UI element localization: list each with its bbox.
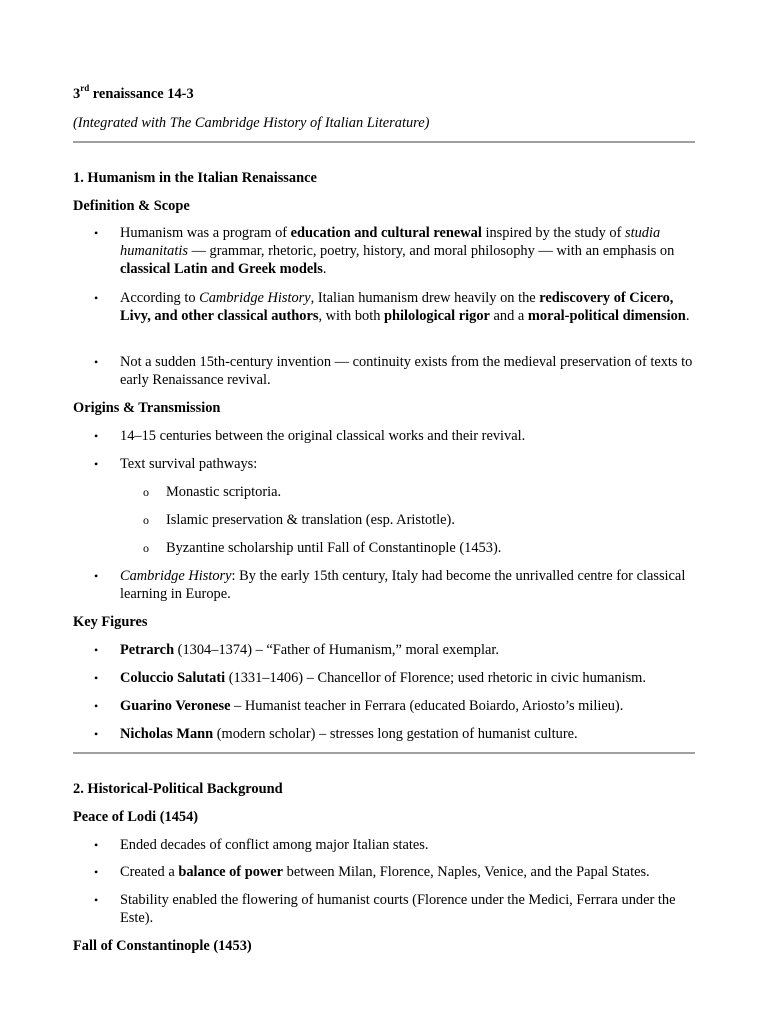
circle-bullet-icon: o — [143, 485, 149, 499]
bullet-icon: • — [94, 865, 99, 879]
list-item-text: 14–15 centuries between the original classical works and their revival. — [120, 428, 526, 444]
circle-bullet-icon: o — [143, 541, 149, 555]
list-item-text: Text survival pathways: — [120, 456, 258, 472]
bullet-icon: • — [94, 671, 99, 685]
section-divider — [73, 752, 695, 754]
list-item-text: Created a balance of power between Milan, Florence, Naples, Venice, and the Papal States. — [120, 864, 650, 880]
list-item-text: Ended decades of conflict among major Italian states. — [120, 837, 429, 853]
bullet-icon: • — [94, 727, 99, 741]
circle-bullet-icon: o — [143, 513, 149, 527]
bullet-icon: • — [94, 699, 99, 713]
bullet-icon: • — [94, 429, 99, 443]
doc-subtitle: (Integrated with The Cambridge History of Italian Literature) — [73, 115, 430, 131]
bullet-icon: • — [94, 291, 99, 305]
list-item-text: Cambridge History: By the early 15th century, Italy had become the unrivalled centre for classical learning in Europe. — [120, 568, 686, 602]
bullet-icon: • — [94, 838, 99, 852]
bullet-icon: • — [94, 893, 99, 907]
list-item-text: Not a sudden 15th-century invention — continuity exists from the medieval preservation of texts to early Renaissance revival. — [120, 354, 693, 388]
bullet-icon: • — [94, 226, 99, 240]
list-item-text: According to Cambridge History, Italian humanism drew heavily on the rediscovery of Cicero, Livy, and other classical authors, with both philological rigor and a moral-political dimension. — [120, 290, 690, 324]
bullet-icon: • — [94, 457, 99, 471]
section-heading: 2. Historical-Political Background — [73, 781, 283, 797]
bullet-icon: • — [94, 569, 99, 583]
subsection-heading: Origins & Transmission — [73, 400, 221, 416]
list-item-text: Islamic preservation & translation (esp. Aristotle). — [166, 512, 455, 528]
bullet-icon: • — [94, 643, 99, 657]
list-item-text: Stability enabled the flowering of humanist courts (Florence under the Medici, Ferrara under the Este). — [120, 892, 676, 926]
list-item-text: Coluccio Salutati (1331–1406) – Chancellor of Florence; used rhetoric in civic humanism. — [120, 670, 646, 686]
subsection-heading: Peace of Lodi (1454) — [73, 809, 199, 825]
section-divider — [73, 141, 695, 143]
list-item-text: Guarino Veronese – Humanist teacher in Ferrara (educated Boiardo, Ariosto’s milieu). — [120, 698, 624, 714]
subsection-heading: Key Figures — [73, 614, 148, 630]
bullet-icon: • — [94, 355, 99, 369]
subsection-heading: Fall of Constantinople (1453) — [73, 938, 252, 954]
list-item-text: Monastic scriptoria. — [166, 484, 282, 500]
list-item-text: Nicholas Mann (modern scholar) – stresses long gestation of humanist culture. — [120, 726, 578, 742]
doc-title: 3rd renaissance 14-3 — [73, 83, 194, 102]
list-item-text: Petrarch (1304–1374) – “Father of Humanism,” moral exemplar. — [120, 642, 499, 658]
subsection-heading: Definition & Scope — [73, 198, 190, 214]
list-item-text: Humanism was a program of education and cultural renewal inspired by the study of studia humanitatis — grammar, rhetoric, poetry, history, and moral philosophy — with an emphasis on classical Latin and Greek models. — [120, 225, 675, 277]
section-heading: 1. Humanism in the Italian Renaissance — [73, 170, 317, 186]
list-item-text: Byzantine scholarship until Fall of Constantinople (1453). — [166, 540, 502, 556]
